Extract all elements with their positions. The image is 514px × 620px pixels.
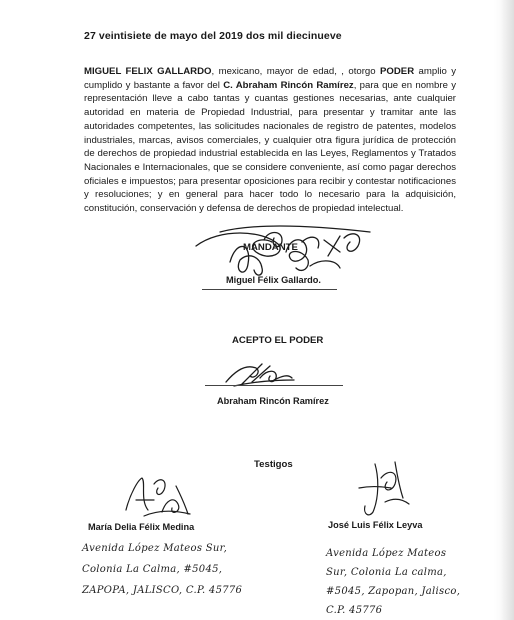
witness-right-signature xyxy=(355,458,413,520)
witness-right-name: José Luis Félix Leyva xyxy=(328,520,423,530)
page-edge-shadow xyxy=(500,0,514,620)
witness-right-address-line: Avenida López Mateos xyxy=(326,548,447,559)
grantor-name: MIGUEL FELIX GALLARDO xyxy=(84,66,212,77)
mandante-heading: MANDANTE xyxy=(243,242,298,253)
power-of-attorney-text xyxy=(84,65,456,216)
body-part-3: , para que en nombre y representación lleve a cabo tantas y cuantas gestiones necesarias, ante cualquier autoridad en materia de Propiedad Industrial, para presentar y tramitar ante las autoridades competentes, las solicitudes nacionales de registro de patentes, modelos industriales, marcas, avisos comerciales, y cualquier otra figura jurídica de protección de derechos de propiedad industrial establecida en las Leyes, Reglamentos y Tratados Nacionales e Internacionales, que se considere conveniente, así como pagar derechos oficiales e impuestos; para presentar oposiciones para recibir y contestar notificaciones y resoluciones; y en general para hacer todo lo necesario para la adquisición, constitución, conservación y defensa de derechos de propiedad intelectual. xyxy=(84,79,456,215)
witness-right-address-line: Sur, Colonia La calma, xyxy=(326,567,447,578)
body-part-2: amplio y cumplido y bastante a favor del xyxy=(84,66,457,91)
acepto-heading: ACEPTO EL PODER xyxy=(232,335,324,346)
date-line: 27 veintisiete de mayo del 2019 dos mil diecinueve xyxy=(84,30,342,42)
mandante-signature-line xyxy=(202,289,337,290)
witness-right-address-line: #5045, Zapopan, Jalisco, xyxy=(326,586,461,597)
witness-left-address xyxy=(82,538,242,601)
acepto-name: Abraham Rincón Ramírez xyxy=(217,396,329,406)
witness-left-address-line: Avenida López Mateos Sur, xyxy=(82,543,228,554)
body-part-1: , mexicano, mayor de edad, , otorgo xyxy=(211,66,380,77)
acepto-signature-line xyxy=(205,385,343,386)
power-word: PODER xyxy=(380,66,415,77)
grantee-name: C. Abraham Rincón Ramírez xyxy=(223,79,354,91)
testigos-heading: Testigos xyxy=(254,459,293,470)
witness-right-address-line: C.P. 45776 xyxy=(326,605,383,616)
witness-right-address xyxy=(326,544,460,620)
witness-left-name: María Delia Félix Medina xyxy=(88,522,195,532)
witness-left-address-line: Colonia La Calma, #5045, xyxy=(82,564,223,575)
witness-left-signature xyxy=(118,470,198,522)
mandante-name: Miguel Félix Gallardo. xyxy=(226,275,321,285)
witness-left-address-line: ZAPOPA, JALISCO, C.P. 45776 xyxy=(82,585,243,596)
